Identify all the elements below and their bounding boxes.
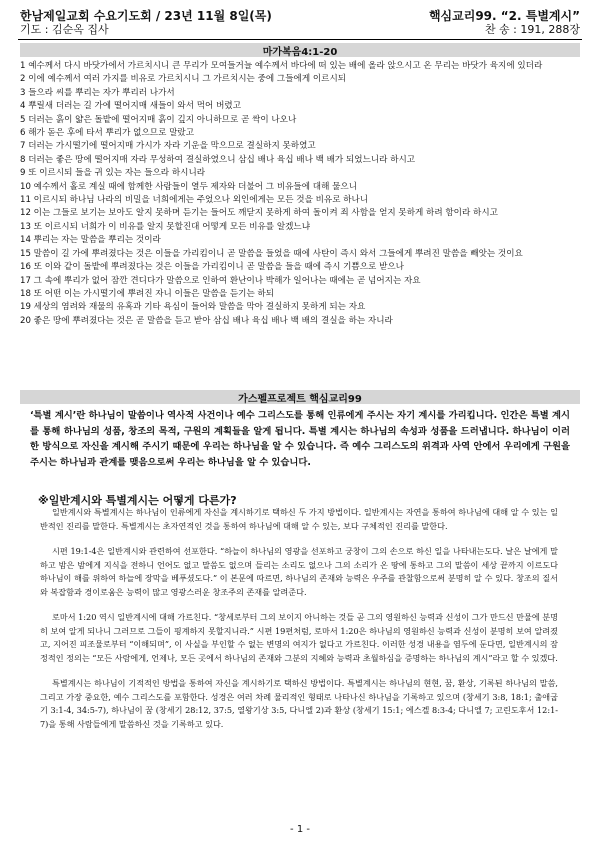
gospel-project-band <box>20 390 580 404</box>
verse-item: 9 또 이르시되 들을 귀 있는 자는 들으라 하시니라 <box>20 168 206 179</box>
verse-item: 12 이는 그들로 보기는 보아도 알지 못하며 듣기는 들어도 깨닫지 못하게 하여 돌이켜 죄 사함을 얻지 못하게 하려 함이라 하시고 <box>20 208 498 219</box>
verse-item: 11 이르시되 하나님 나라의 비밀을 너희에게는 주었으나 외인에게는 모든 것을 비유로 하나니 <box>20 195 369 206</box>
verse-item: 13 또 이르시되 너희가 이 비유를 알지 못할진대 어떻게 모든 비유를 알겠느냐 <box>20 221 311 232</box>
verse-item: 16 또 이와 같이 돌밭에 뿌려졌다는 것은 이들을 가리킴이니 곧 말씀을 들을 때에 즉시 기쁨으로 받으나 <box>20 262 404 273</box>
verse-item: 2 이에 예수께서 여러 가지를 비유로 가르치시니 그 가르치시는 중에 그들에게 이르시되 <box>20 74 347 85</box>
prayer-leader: 기도 : 김순옥 집사 <box>20 23 109 36</box>
verse-list <box>20 60 578 328</box>
header-divider <box>18 39 582 40</box>
verse-item: 18 또 어떤 이는 가시떨기에 뿌려진 자니 이들은 말씀을 듣기는 하되 <box>20 288 275 299</box>
series-title: 핵심교리99. “2. 특별계시” <box>428 9 580 23</box>
body-paragraph: 특별계시는 하나님이 기적적인 방법을 통하여 자신을 계시하기로 택하신 방법이다. 특별계시는 하나님의 현현, 꿈, 환상, 기록된 하나님의 말씀, 그리고 가장 중요한, 예수 그리스도를 포함한다. 성경은 여러 차례 물리적인 형태로 나타나신 하나님을 기록하고 있으며 (창세기 3:8, 18:1; 출애굽기 3:1-4, 34:5-7), 하나님이 꿈 (창세기 28:12, 37:5, 열왕기상 3:5, 다니엘 2)과 환상 (창세기 15:1; 에스겔 8:3-4; 다니엘 7; 고린도후서 12:1-7)을 통해 사람들에게 말씀하신 것을 기록하고 있다. <box>40 678 558 729</box>
verse-item: 14 뿌리는 자는 말씀을 뿌리는 것이라 <box>20 235 161 246</box>
verse-item: 5 더러는 흙이 얇은 돌밭에 떨어지매 흙이 깊지 아니하므로 곧 싹이 나오나 <box>20 114 297 125</box>
body-paragraph: 일반계시와 특별계시는 하나님이 인류에게 자신을 계시하기로 택하신 두 가지 방법이다. 일반계시는 자연을 통하여 하나님에 대해 알 수 있는 일반적인 진리를 말한다. 특별계시는 초자연적인 것을 통하여 하나님에 대해 알 수 있는, 보다 구체적인 진리를 말한다. <box>40 507 558 531</box>
verse-item: 4 뿌릴새 더러는 길 가에 떨어지매 새들이 와서 먹어 버렸고 <box>20 101 241 112</box>
verse-item: 8 더러는 좋은 땅에 떨어지매 자라 무성하여 결실하였으니 삼십 배나 육십 배나 백 배가 되었느니라 하시고 <box>20 154 416 165</box>
bulletin-title: 한남제일교회 수요기도회 / 23년 11월 8일(목) <box>20 9 272 23</box>
header-row-2 <box>20 21 580 37</box>
section-body <box>40 506 558 743</box>
hymn-numbers: 찬 송 : 191, 288장 <box>484 23 580 36</box>
section-title: ※일반계시와 특별계시는 어떻게 다른가? <box>38 494 237 507</box>
doctrine-summary: ‘특별 계시’란 하나님이 말씀이나 역사적 사건이나 예수 그리스도를 통해 인류에게 주시는 자기 계시를 가리킵니다. 인간은 특별 계시를 통해 하나님의 성품, 창조의 목적, 구원의 계획들을 알게 됩니다. 특별 계시는 하나님의 속성과 성품을 드러냅니다. 하나님이 이러한 방식으로 자신을 계시해 주시기 때문에 우리는 하나님을 알 수 있습니다. 즉 예수 그리스도의 위격과 사역 안에서 우리에게 구원을 주시는 하나님과 관계를 맺음으로써 우리는 하나님을 알 수 있습니다. <box>30 410 570 468</box>
scripture-reference-band <box>20 43 580 57</box>
verse-item: 15 말씀이 길 가에 뿌려졌다는 것은 이들을 가리킴이니 곧 말씀을 들었을 때에 사탄이 즉시 와서 그들에게 뿌려진 말씀을 빼앗는 것이요 <box>20 248 523 259</box>
scripture-reference: 마가복음4:1-20 <box>262 46 338 58</box>
verse-item: 7 더러는 가시떨기에 떨어지매 가시가 자라 기운을 막으므로 결실하지 못하였고 <box>20 141 316 152</box>
body-paragraph: 로마서 1:20 역시 일반계시에 대해 가르친다. “창세로부터 그의 보이지 아니하는 것들 곧 그의 영원하신 능력과 신성이 그가 만드신 만물에 분명히 보여 알게 되나니 그러므로 그들이 핑계하지 못할지니라.” 시편 19편처럼, 로마서 1:20은 하나님의 영원하신 능력과 신성이 분명히 보여 알려졌고, 지어진 피조물로부터 “이해되며”, 이 사실을 부인할 수 없는 변명의 여지가 없다고 가르친다. 이러한 성경 내용을 염두에 둔다면, 일반계시의 잠정적인 정의는 “모든 사람에게, 언제나, 모든 곳에서 하나님의 존재와 그분의 지혜와 능력과 초월하심을 증명하는 하나님의 계시”라고 할 수 있겠다. <box>40 612 558 663</box>
body-paragraph: 시편 19:1-4은 일반계시와 관련하여 선포한다. “하늘이 하나님의 영광을 선포하고 궁창이 그의 손으로 하신 일을 나타내는도다. 날은 날에게 말하고 밤은 밤에게 지식을 전하니 언어도 없고 말씀도 없으며 들리는 소리도 없으나 그의 소리가 온 땅에 통하고 그의 말씀이 세상 끝까지 이르도다 하나님이 해를 위하여 하늘에 장막을 베푸셨도다.” 이 본문에 따르면, 하나님의 존재와 능력은 우주를 관찰함으로써 분명히 알 수 있다. 창조의 질서와 복잡함과 경이로움은 능력이 많고 영광스러운 창조주의 존재를 알려준다. <box>40 546 558 597</box>
verse-item: 1 예수께서 다시 바닷가에서 가르치시니 큰 무리가 모여들거늘 예수께서 바다에 떠 있는 배에 올라 앉으시고 온 무리는 바닷가 육지에 있더라 <box>20 61 543 71</box>
verse-item: 19 세상의 염려와 재물의 유혹과 기타 욕심이 들어와 말씀을 막아 결실하지 못하게 되는 자요 <box>20 302 366 313</box>
verse-item: 3 들으라 씨를 뿌리는 자가 뿌리러 나가서 <box>20 87 175 98</box>
verse-item: 6 해가 돋은 후에 타서 뿌리가 없으므로 말랐고 <box>20 128 195 139</box>
page-number: - 1 - <box>290 824 310 835</box>
verse-item: 10 예수께서 홀로 계실 때에 함께한 사람들이 열두 제자와 더불어 그 비유들에 대해 물으니 <box>20 181 358 192</box>
verse-item: 20 좋은 땅에 뿌려졌다는 것은 곧 말씀을 듣고 받아 삼십 배나 육십 배나 백 배의 결실을 하는 자니라 <box>20 315 393 326</box>
verse-item: 17 그 속에 뿌리가 없어 잠깐 견디다가 말씀으로 인하여 환난이나 박해가 일어나는 때에는 곧 넘어지는 자요 <box>20 275 421 286</box>
gospel-project-title: 가스펠프로젝트 핵심교리99 <box>238 393 362 405</box>
